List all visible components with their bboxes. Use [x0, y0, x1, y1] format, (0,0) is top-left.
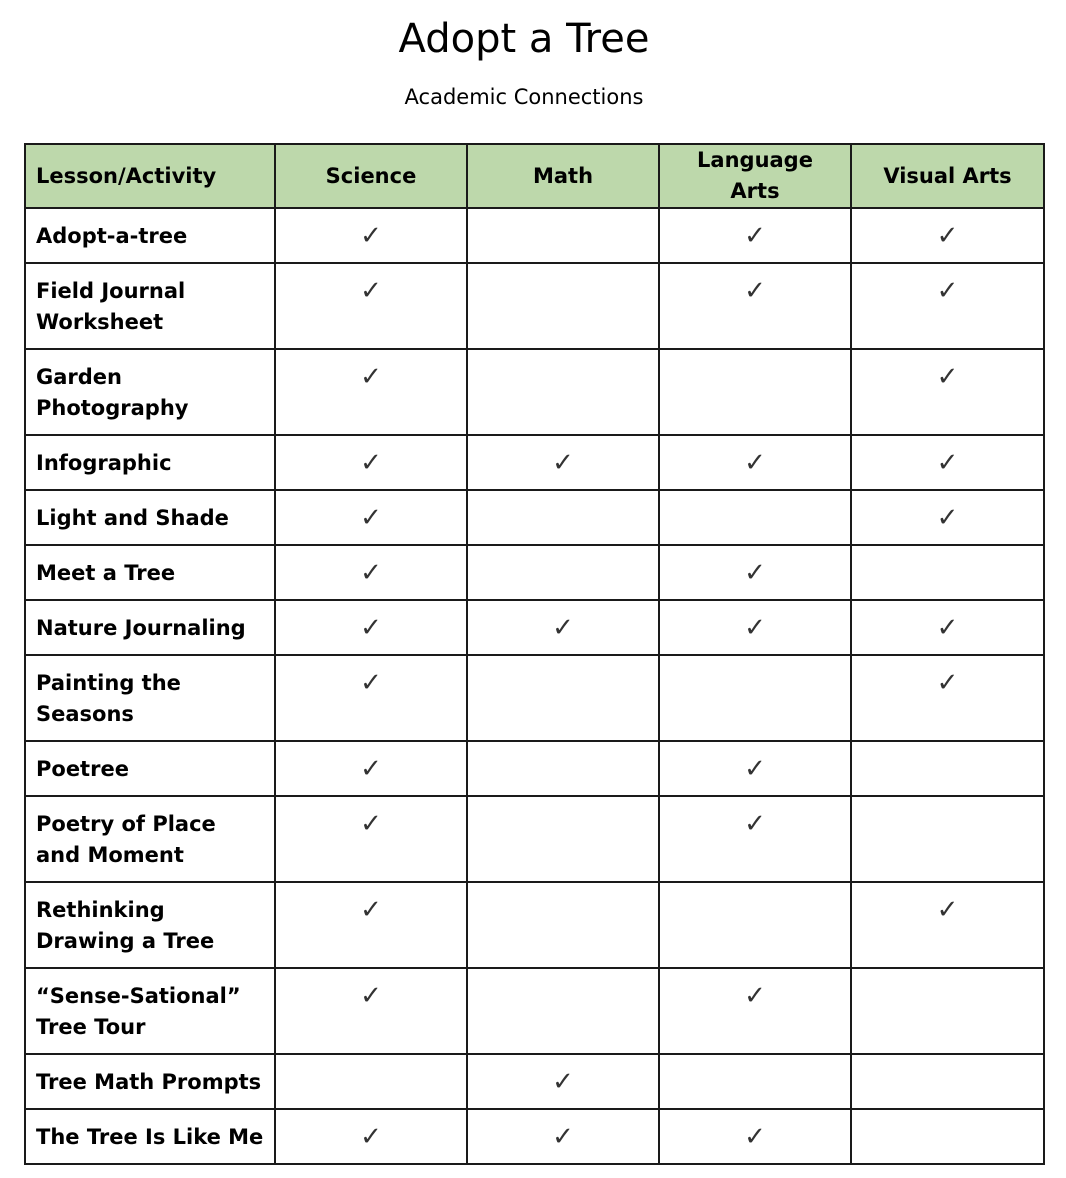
science-cell	[275, 600, 467, 655]
lesson-activity-cell: Nature Journaling	[25, 600, 275, 655]
checkmark-icon: ✓	[360, 809, 382, 839]
checkmark-icon: ✓	[360, 276, 382, 306]
checkmark-icon: ✓	[360, 362, 382, 392]
lesson-activity-cell: Painting the Seasons	[25, 655, 275, 741]
science-cell	[275, 968, 467, 1054]
lesson-activity-cell: “Sense-Sational” Tree Tour	[25, 968, 275, 1054]
column-header-math: Math	[467, 144, 659, 208]
checkmark-icon: ✓	[744, 613, 766, 643]
lesson-activity-cell: Poetree	[25, 741, 275, 796]
checkmark-icon: ✓	[552, 1067, 574, 1097]
visual-arts-cell	[851, 435, 1044, 490]
table-row	[25, 349, 1044, 435]
checkmark-icon: ✓	[744, 754, 766, 784]
checkmark-icon: ✓	[744, 448, 766, 478]
checkmark-icon: ✓	[552, 1122, 574, 1152]
column-header-lesson-activity: Lesson/Activity	[25, 144, 275, 208]
language-arts-cell	[659, 1054, 851, 1109]
checkmark-icon: ✓	[744, 558, 766, 588]
table-row	[25, 882, 1044, 968]
visual-arts-cell	[851, 490, 1044, 545]
checkmark-icon: ✓	[936, 503, 959, 533]
checkmark-icon: ✓	[360, 668, 382, 698]
math-cell	[467, 1109, 659, 1164]
language-arts-cell	[659, 208, 851, 263]
math-cell	[467, 600, 659, 655]
checkmark-icon: ✓	[936, 613, 959, 643]
lesson-activity-cell: Light and Shade	[25, 490, 275, 545]
checkmark-icon: ✓	[360, 613, 382, 643]
table-row	[25, 208, 1044, 263]
lesson-activity-cell: Field Journal Worksheet	[25, 263, 275, 349]
science-cell	[275, 490, 467, 545]
page-subtitle: Academic Connections	[404, 85, 644, 109]
lesson-activity-cell: Tree Math Prompts	[25, 1054, 275, 1109]
table-header	[25, 144, 1044, 208]
checkmark-icon: ✓	[936, 668, 959, 698]
visual-arts-cell	[851, 741, 1044, 796]
checkmark-icon: ✓	[552, 613, 574, 643]
math-cell	[467, 741, 659, 796]
visual-arts-cell	[851, 545, 1044, 600]
language-arts-cell	[659, 1109, 851, 1164]
checkmark-icon: ✓	[936, 362, 959, 392]
math-cell	[467, 1054, 659, 1109]
checkmark-icon: ✓	[360, 558, 382, 588]
math-cell	[467, 796, 659, 882]
checkmark-icon: ✓	[360, 981, 382, 1011]
table-row	[25, 600, 1044, 655]
math-cell	[467, 655, 659, 741]
visual-arts-cell	[851, 968, 1044, 1054]
lesson-activity-cell: Garden Photography	[25, 349, 275, 435]
science-cell	[275, 796, 467, 882]
science-cell	[275, 435, 467, 490]
table-body	[25, 208, 1044, 1164]
column-header-science: Science	[275, 144, 467, 208]
science-cell	[275, 882, 467, 968]
checkmark-icon: ✓	[936, 221, 959, 251]
language-arts-cell	[659, 968, 851, 1054]
math-cell	[467, 545, 659, 600]
column-header-language-arts: Language Arts	[659, 144, 851, 208]
visual-arts-cell	[851, 655, 1044, 741]
checkmark-icon: ✓	[744, 809, 766, 839]
science-cell	[275, 545, 467, 600]
table-row	[25, 263, 1044, 349]
lesson-activity-cell: The Tree Is Like Me	[25, 1109, 275, 1164]
science-cell	[275, 208, 467, 263]
checkmark-icon: ✓	[744, 276, 766, 306]
table-row	[25, 435, 1044, 490]
language-arts-cell	[659, 600, 851, 655]
academic-connections-table	[24, 143, 1045, 1165]
math-cell	[467, 435, 659, 490]
checkmark-icon: ✓	[360, 448, 382, 478]
language-arts-cell	[659, 263, 851, 349]
table-row	[25, 1109, 1044, 1164]
lesson-activity-cell: Rethinking Drawing a Tree	[25, 882, 275, 968]
visual-arts-cell	[851, 349, 1044, 435]
science-cell	[275, 1054, 467, 1109]
visual-arts-cell	[851, 208, 1044, 263]
math-cell	[467, 490, 659, 545]
checkmark-icon: ✓	[360, 754, 382, 784]
column-header-visual-arts: Visual Arts	[851, 144, 1044, 208]
language-arts-cell	[659, 882, 851, 968]
checkmark-icon: ✓	[936, 895, 959, 925]
lesson-activity-cell: Adopt-a-tree	[25, 208, 275, 263]
checkmark-icon: ✓	[936, 276, 959, 306]
math-cell	[467, 968, 659, 1054]
checkmark-icon: ✓	[744, 981, 766, 1011]
language-arts-cell	[659, 741, 851, 796]
table-row	[25, 741, 1044, 796]
math-cell	[467, 263, 659, 349]
table-row	[25, 968, 1044, 1054]
language-arts-cell	[659, 435, 851, 490]
table-row	[25, 1054, 1044, 1109]
lesson-activity-cell: Meet a Tree	[25, 545, 275, 600]
science-cell	[275, 349, 467, 435]
checkmark-icon: ✓	[360, 503, 382, 533]
checkmark-icon: ✓	[360, 221, 382, 251]
lesson-activity-cell: Poetry of Place and Moment	[25, 796, 275, 882]
science-cell	[275, 263, 467, 349]
visual-arts-cell	[851, 882, 1044, 968]
language-arts-cell	[659, 349, 851, 435]
header-row	[25, 144, 1044, 208]
science-cell	[275, 741, 467, 796]
lesson-activity-cell: Infographic	[25, 435, 275, 490]
science-cell	[275, 655, 467, 741]
checkmark-icon: ✓	[936, 448, 959, 478]
visual-arts-cell	[851, 796, 1044, 882]
language-arts-cell	[659, 655, 851, 741]
checkmark-icon: ✓	[744, 1122, 766, 1152]
math-cell	[467, 208, 659, 263]
language-arts-cell	[659, 490, 851, 545]
visual-arts-cell	[851, 600, 1044, 655]
checkmark-icon: ✓	[744, 221, 766, 251]
visual-arts-cell	[851, 1054, 1044, 1109]
language-arts-cell	[659, 545, 851, 600]
math-cell	[467, 349, 659, 435]
table-row	[25, 655, 1044, 741]
page-title: Adopt a Tree	[398, 16, 650, 62]
visual-arts-cell	[851, 263, 1044, 349]
table-row	[25, 796, 1044, 882]
checkmark-icon: ✓	[552, 448, 574, 478]
visual-arts-cell	[851, 1109, 1044, 1164]
checkmark-icon: ✓	[360, 895, 382, 925]
science-cell	[275, 1109, 467, 1164]
math-cell	[467, 882, 659, 968]
checkmark-icon: ✓	[360, 1122, 382, 1152]
table-row	[25, 490, 1044, 545]
language-arts-cell	[659, 796, 851, 882]
table-row	[25, 545, 1044, 600]
